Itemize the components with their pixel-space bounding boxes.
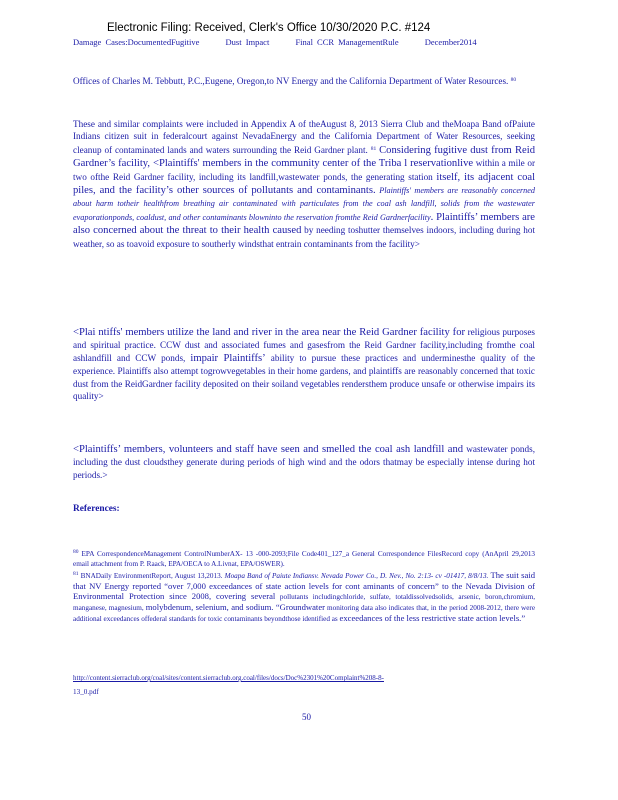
footnote-case-name: Moapa Band of Paiute Indiansv. Nevada Power Co., D. Nev., No. 2:13- cv -01417, 8/8/13. bbox=[224, 572, 489, 581]
quote-text: <Plaintiffs’ members, volunteers and staff have seen and smelled the coal ash landfill and bbox=[73, 444, 464, 455]
running-head bbox=[73, 37, 499, 47]
quote-text: ability to pursue these practices and underminesthe quality of the experience. Plaintiffs also attempt togrowvegetables in their home gardens, and plaintiffs are reasonably concerned that toxic dust from the ReidGardner facility deposited on their soiland vegetables rendersthem produce unsafe or otherwise impairs its quality> bbox=[73, 352, 535, 402]
footnote-number: 81 bbox=[73, 571, 79, 578]
quote-text: Considering fugitive dust from Reid Gardner’s facility, <Plaintiffs' members in the community center of the Triba l reservationlive bbox=[73, 144, 535, 170]
quote-text-italic: Plaintiffs' members are reasonably concerned about harm totheir healthfrom breathing air contaminated with particulates from the coal ash landfill, solids from the wastewater evaporationponds, coaldust, and other contaminants blowninto the reservation fromthe Reid Gardnerfacility bbox=[73, 186, 535, 222]
running-head-date: December2014 bbox=[424, 37, 477, 47]
quote-text: . Plaintiffs’ members are also concerned about the threat to their health caused bbox=[73, 211, 536, 237]
footnote-text: The suit said that NV Energy reported “over 7,000 exceedances of state action levels for cont aminants of concern” to the Nevada Division of Environmental Protection since 2008, covering several bbox=[73, 570, 536, 602]
footnote-number: 80 bbox=[73, 549, 79, 555]
footnote-81 bbox=[73, 570, 535, 624]
quote-text: by needing toshutter themselves indoors, including during hot weather, so as toavoid exposure to southerly windsthat entrain contaminants from the facility> bbox=[73, 225, 535, 249]
footnote-text: molybdenum, selenium, and sodium. “Groundwater bbox=[145, 601, 325, 612]
quote-text: itself, its adjacent coal piles, and the facility’s other sources of pollutants and contaminants. bbox=[73, 171, 536, 197]
reference-url-tail[interactable]: 13_0.pdf bbox=[73, 688, 99, 696]
running-head-rule: Final CCR ManagementRule bbox=[295, 37, 399, 47]
quote-text: within a mile or two ofthe Reid Gardner facility, including its landfill,wastewater ponds, the generating station bbox=[73, 158, 536, 182]
footnote-text: exceedances of the less restrictive state action levels.” bbox=[339, 612, 526, 623]
footnote-80 bbox=[73, 548, 535, 569]
footnote-text: pollutants includingchloride, sulfate, totaldissolvedsolids, arsenic, boron,chromium, manganese, magnesium, bbox=[73, 593, 536, 612]
filing-stamp: Electronic Filing: Received, Clerk's Office 10/30/2020 P.C. #124 bbox=[107, 22, 431, 34]
running-head-topic: Dust Impact bbox=[225, 37, 270, 47]
footnotes bbox=[73, 548, 535, 625]
quote-text: <Plai ntiffs' members utilize the land and river in the area near the Reid Gardner facility for bbox=[73, 327, 466, 338]
footnote-text: EPA CorrespondenceManagement ControlNumberAX- 13 -000-2093;File Code401_127_a General Correspondence FilesRecord copy (AnApril 29,2013 email attachment from P. Raack, EPA/OECA to A.Livnat, EPA/OSWER). bbox=[73, 550, 535, 568]
footnote-marker: 80 bbox=[510, 77, 517, 83]
running-head-section: Damage Cases:DocumentedFugitive bbox=[73, 37, 200, 47]
paragraph-odors bbox=[73, 443, 535, 481]
paragraph-text: These and similar complaints were included in Appendix A of theAugust 8, 2013 Sierra Club and theMoapa Band ofPaiute Indians citizen suit in federalcourt against NevadaEnergy and the California Department of Water Resources, seeking cleanup of contaminated lands and waters surrounding the Reid Gardner plant. bbox=[73, 119, 535, 155]
paragraph-complaints bbox=[73, 118, 535, 250]
paragraph-offices bbox=[73, 74, 535, 87]
footnote-text: monitoring data also indicates that, in the period 2008-2012, there were additional exceedances offederal standards for toxic contaminants beyondthose identified as bbox=[73, 603, 536, 623]
quote-text: impair Plaintiffs’ bbox=[190, 352, 266, 364]
footnote-marker: 81 bbox=[370, 145, 377, 152]
quote-text: wastewater ponds, including the dust cloudsthey generate during periods of high wind and the odors thatmay be especially intense during hot periods.> bbox=[73, 444, 535, 480]
paragraph-text: Offices of Charles M. Tebbutt, P.C.,Eugene, Oregon,to NV Energy and the California Department of Water Resources. bbox=[73, 76, 509, 86]
page-number: 50 bbox=[302, 712, 311, 722]
paragraph-religious-use bbox=[73, 326, 535, 402]
references-heading: References: bbox=[73, 504, 120, 514]
reference-url-link[interactable]: http://content.sierraclub.org/coal/sites/content.sierraclub.org.coal/files/docs/Doc%2301%20Complaint%208-8- bbox=[73, 674, 384, 682]
footnote-text: BNADaily EnvironmentReport, August 13,2013. bbox=[80, 572, 223, 581]
quote-text: religious purposes and spiritual practice. CCW dust and associated fumes and gasesfrom the Reid Gardner facility,including fromthe coal ashlandfill and CCW ponds, bbox=[73, 327, 536, 363]
